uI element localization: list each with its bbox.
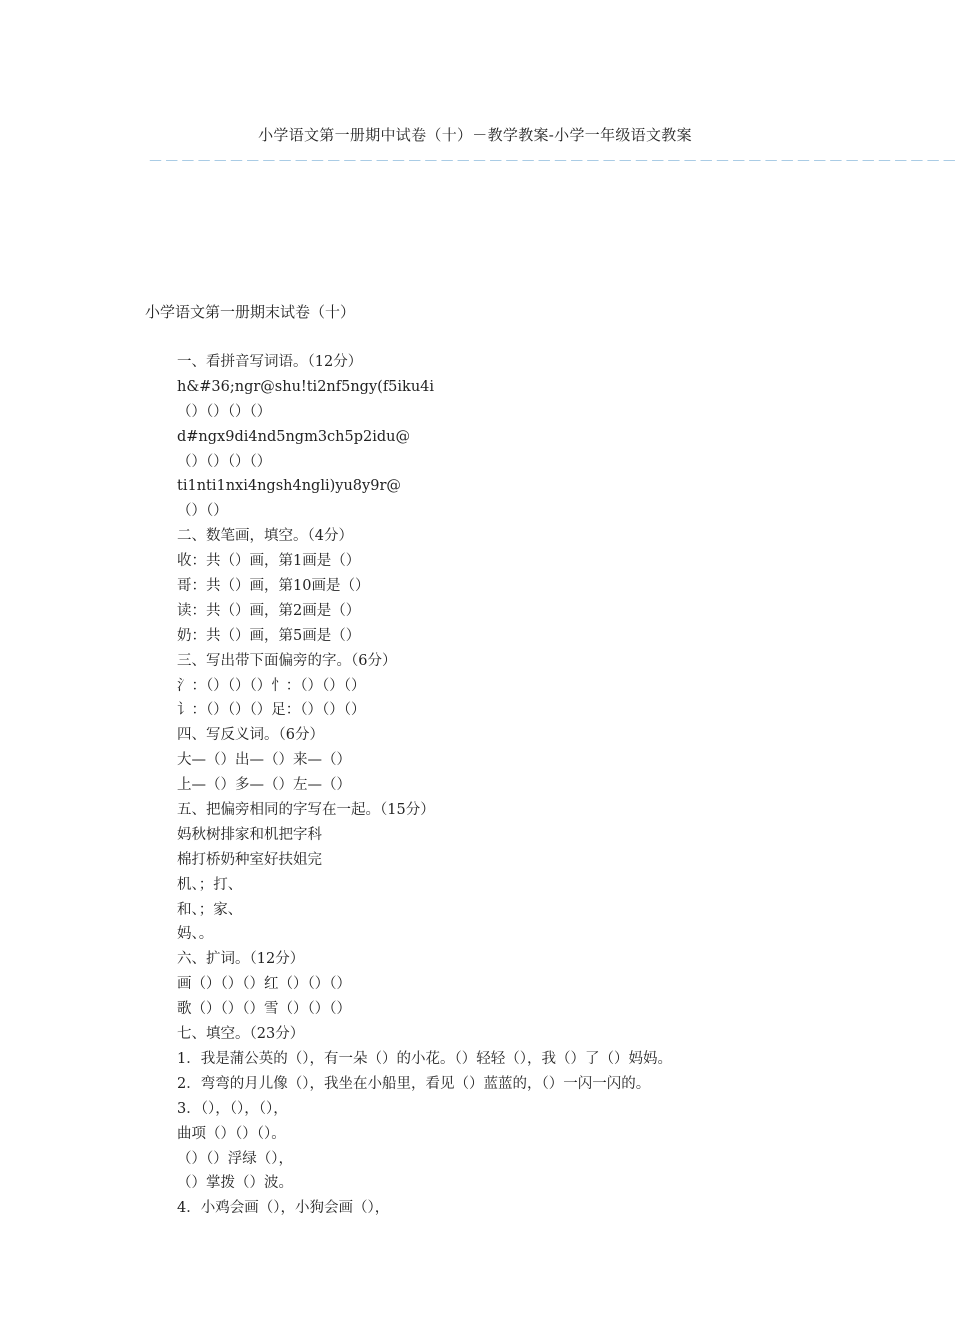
question-line: 画（）（）（）红（）（）（） (177, 976, 351, 993)
pinyin-line: h&#36;ngr@shu!ti2nf5ngy(f5iku4i (177, 378, 435, 395)
question-line: 收：共（）画，第1画是（） (177, 553, 361, 570)
document-body (177, 350, 817, 1221)
question-line: 1．我是蒲公英的（），有一朵（）的小花。（）轻轻（），我（）了（）妈妈。 (177, 1050, 672, 1067)
section-heading: 六、扩词。（12分） (177, 951, 305, 968)
question-line: 哥：共（）画，第10画是（） (177, 578, 370, 595)
page-header-title: 小学语文第一册期中试卷（十）－教学教案-小学一年级语文教案 (258, 126, 692, 144)
section-heading: 四、写反义词。（6分） (177, 727, 324, 744)
header-divider: －－－－－－－－－－－－－－－－－－－－－－－－－－－－－－－－－－－－－－－－－－－－－－－－－－ (148, 152, 958, 170)
section-heading: 七、填空。（23分） (177, 1026, 305, 1043)
question-line: 讠：（）（）（）足：（）（）（） (177, 702, 366, 719)
section-heading: 二、数笔画，填空。（4分） (177, 528, 353, 545)
question-line: 和、；家、 (177, 901, 243, 918)
section-heading: 一、看拼音写词语。（12分） (177, 354, 363, 370)
question-line: 氵：（）（）（）忄：（）（）（） (177, 677, 366, 694)
answer-blanks: （）（） (177, 503, 228, 520)
question-line: 4．小鸡会画（），小狗会画（）， (177, 1200, 390, 1217)
section-heading: 三、写出带下面偏旁的字。（6分） (177, 652, 397, 669)
question-line: 曲项（）（）（）。 (177, 1125, 286, 1142)
pinyin-line: d#ngx9di4nd5ngm3ch5p2idu@ (177, 428, 410, 445)
answer-blanks: （）（）（）（） (177, 453, 272, 470)
question-line: （）掌拨（）波。 (177, 1175, 293, 1192)
document-title: 小学语文第一册期末试卷（十） (145, 303, 356, 321)
question-line: 奶：共（）画，第5画是（） (177, 627, 361, 644)
question-line: 大—（）出—（）来—（） (177, 752, 351, 769)
question-line: 2．弯弯的月儿像（），我坐在小船里，看见（）蓝蓝的，（）一闪一闪的。 (177, 1075, 651, 1092)
answer-blanks: （）（）（）（） (177, 403, 272, 420)
question-line: 机、；打、 (177, 876, 243, 893)
section-heading: 五、把偏旁相同的字写在一起。（15分） (177, 802, 435, 819)
pinyin-line: ti1nti1nxi4ngsh4ngli)yu8y9r@ (177, 478, 401, 495)
question-line: （）（）浮绿（）， (177, 1150, 293, 1167)
question-line: 读：共（）画，第2画是（） (177, 602, 361, 619)
question-line: 上—（）多—（）左—（） (177, 777, 351, 794)
question-line: 妈秋树排家和机把字科 (177, 826, 322, 843)
question-line: 妈、。 (177, 926, 214, 943)
question-line: 歌（）（）（）雪（）（）（） (177, 1001, 351, 1018)
question-line: 3．（），（），（）， (177, 1100, 288, 1117)
question-line: 棉打桥奶种室好扶姐完 (177, 851, 322, 868)
